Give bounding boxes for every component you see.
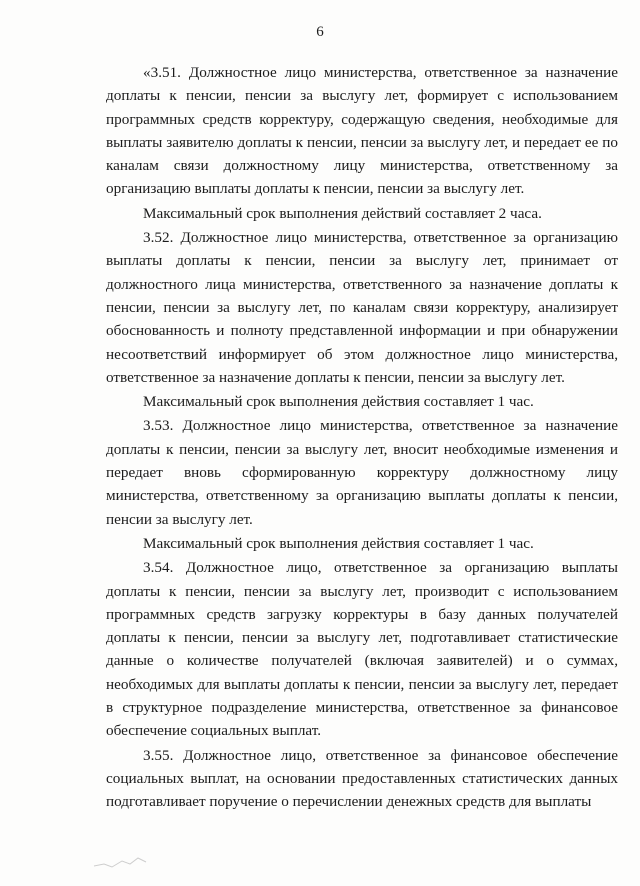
- page-number: 6: [316, 24, 324, 40]
- paragraph-3-55: 3.55. Должностное лицо, ответственное за финансовое обеспечение социальных выплат, на основании предоставленных статистических данных подготавливает поручение о перечислении денежных средств для выплаты: [106, 746, 618, 811]
- document-body: [106, 61, 618, 814]
- scan-artifact: [92, 852, 152, 872]
- paragraph-3-52: 3.52. Должностное лицо министерства, ответственное за организацию выплаты доплаты к пенсии, пенсии за выслугу лет, принимает от должностного лица министерства, ответственного за назначение доплаты к пенсии, пенсии за выслугу лет, по каналам связи корректуру, анализирует обоснованность и полноту представленной информации и при обнаружении несоответствий информирует об этом должностное лицо министерства, ответственное за назначение доплаты к пенсии, пенсии за выслугу лет.: [106, 229, 618, 386]
- paragraph-3-54: 3.54. Должностное лицо, ответственное за организацию выплаты доплаты к пенсии, пенсии за выслугу лет, производит с использованием программных средств загрузку корректуры в базу данных получателей доплаты к пенсии, пенсии за выслугу лет, подготавливает статистические данные о количестве получателей (включая заявителей) и о суммах, необходимых для выплаты доплаты к пенсии, пенсии за выслугу лет, передает в структурное подразделение министерства, ответственное за финансовое обеспечение социальных выплат.: [106, 559, 618, 740]
- paragraph-max-time-1h-b: Максимальный срок выполнения действия составляет 1 час.: [143, 534, 534, 552]
- paragraph-max-time-2h: Максимальный срок выполнения действий составляет 2 часа.: [143, 204, 542, 222]
- paragraph-3-53: 3.53. Должностное лицо министерства, ответственное за назначение доплаты к пенсии, пенсии за выслугу лет, вносит необходимые изменения и передает вновь сформированную корректуру должностному лицу министерства, ответственному за организацию выплаты доплаты к пенсии, пенсии за выслугу лет.: [106, 417, 618, 528]
- paragraph-max-time-1h: Максимальный срок выполнения действия составляет 1 час.: [143, 393, 534, 411]
- paragraph-3-51: «3.51. Должностное лицо министерства, ответственное за назначение доплаты к пенсии, пенсии за выслугу лет, формирует с использованием программных средств корректуру, содержащую сведения, необходимые для выплаты заявителю доплаты к пенсии, пенсии за выслугу лет, и передает ее по каналам связи должностному лицу министерства, ответственному за организацию выплаты доплаты к пенсии, пенсии за выслугу лет.: [106, 64, 618, 198]
